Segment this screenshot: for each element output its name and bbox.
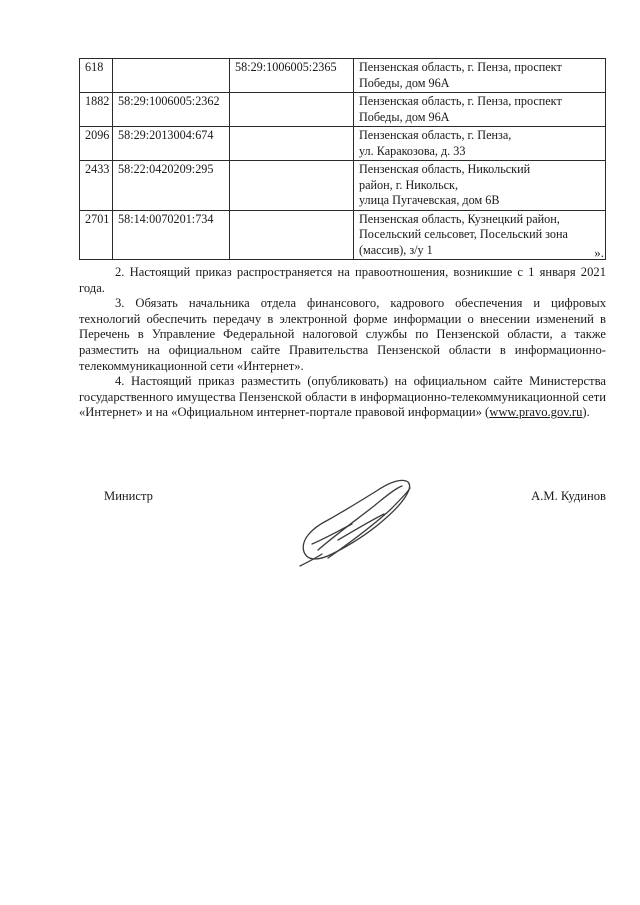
cell-address <box>354 59 606 93</box>
paragraph-4-end: ). <box>582 405 590 420</box>
cell-cad1: 58:22:0420209:295 <box>113 161 230 211</box>
address-line: район, г. Никольск, <box>359 177 459 192</box>
handwritten-signature <box>298 470 418 570</box>
cell-num: 2701 <box>80 210 113 260</box>
pravo-link[interactable]: www.pravo.gov.ru <box>489 405 583 420</box>
property-table <box>79 58 606 260</box>
cell-num: 1882 <box>80 93 113 127</box>
address-line: ул. Каракозова, д. 33 <box>359 143 466 158</box>
address-line: Пензенская область, г. Пенза, проспект <box>359 94 562 108</box>
order-text <box>79 265 606 421</box>
signatory-name: А.М. Кудинов <box>531 489 606 503</box>
cell-cad2 <box>230 93 354 127</box>
table-row <box>80 127 606 161</box>
cell-cad2: 58:29:1006005:2365 <box>230 59 354 93</box>
cell-num: 618 <box>80 59 113 93</box>
table-row <box>80 93 606 127</box>
paragraph-4-start: 4. Настоящий приказ разместить (опубликовать) на официальном сайте Министерства государственного имущества Пензенской области в информационно-телекоммуникационной сети «Интернет» и на «Официальном интернет-портале правовой информации» ( <box>79 374 606 420</box>
paragraph-3: 3. Обязать начальника отдела финансового, кадрового обеспечения и цифровых технологий обеспечить передачу в электронной форме информации о внесении изменений в Перечень в Управление Федеральной налоговой службы по Пензенской области, а также разместить на официальном сайте Правительства Пензенской области в информационно-телекоммуникационной сети «Интернет». <box>79 296 606 373</box>
address-line: Пензенская область, Кузнецкий район, <box>359 211 560 226</box>
cell-cad2 <box>230 210 354 260</box>
paragraph-4 <box>79 374 606 421</box>
address-line: Пензенская область, Никольский <box>359 162 531 176</box>
address-line: Посельский сельсовет, Посельский зона <box>359 227 568 241</box>
cell-cad1: 58:29:1006005:2362 <box>113 93 230 127</box>
cell-address <box>354 210 606 260</box>
cell-cad2 <box>230 127 354 161</box>
cell-cad1: 58:14:0070201:734 <box>113 210 230 260</box>
cell-cad1: 58:29:2013004:674 <box>113 127 230 161</box>
cell-address <box>354 93 606 127</box>
cell-num: 2096 <box>80 127 113 161</box>
address-line: (массив), з/у 1 <box>359 242 433 257</box>
signatory-position: Министр <box>104 489 153 503</box>
property-table-body <box>80 59 606 260</box>
cell-cad2 <box>230 161 354 211</box>
cell-address <box>354 127 606 161</box>
closing-quote: ». <box>594 245 604 260</box>
table-row <box>80 210 606 260</box>
cell-num: 2433 <box>80 161 113 211</box>
address-line: Победы, дом 96А <box>359 109 450 124</box>
cell-address <box>354 161 606 211</box>
table-row <box>80 161 606 211</box>
address-line: Победы, дом 96А <box>359 75 450 90</box>
address-line: Пензенская область, г. Пенза, <box>359 128 512 142</box>
cell-cad1 <box>113 59 230 93</box>
address-line: улица Пугачевская, дом 6В <box>359 193 500 207</box>
paragraph-2: 2. Настоящий приказ распространяется на правоотношения, возникшие с 1 января 2021 года. <box>79 265 606 295</box>
table-row <box>80 59 606 93</box>
address-line: Пензенская область, г. Пенза, проспект <box>359 60 562 74</box>
